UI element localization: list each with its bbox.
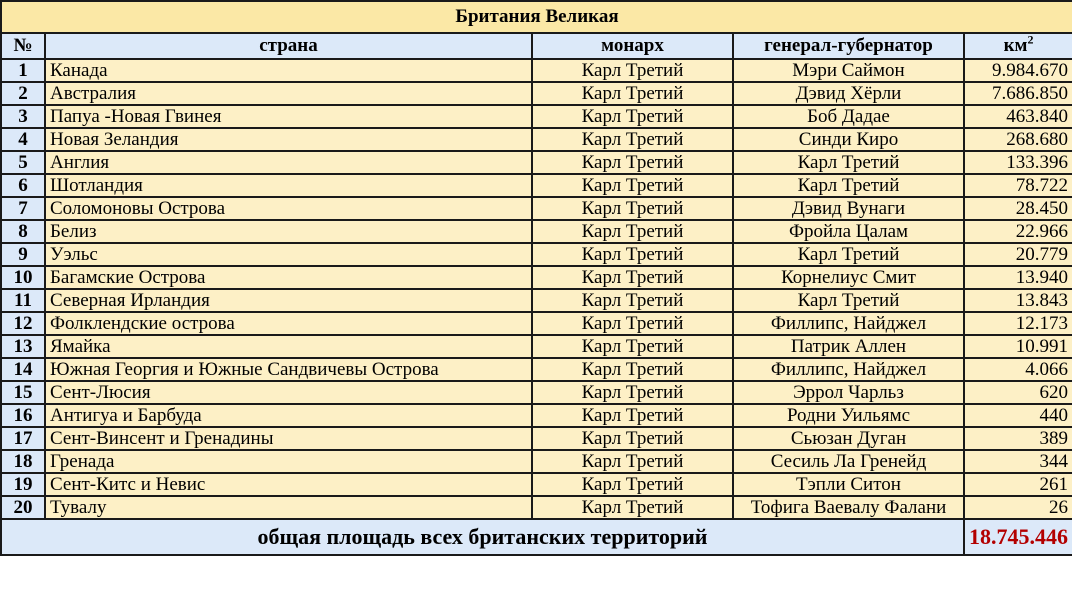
governor-cell: Синди Киро [733, 128, 964, 151]
row-number: 12 [1, 312, 45, 335]
row-number: 8 [1, 220, 45, 243]
monarch-cell: Карл Третий [532, 174, 733, 197]
country-cell: Папуа -Новая Гвинея [45, 105, 532, 128]
row-number: 1 [1, 59, 45, 82]
monarch-cell: Карл Третий [532, 496, 733, 519]
row-number: 4 [1, 128, 45, 151]
row-number: 9 [1, 243, 45, 266]
table-row [1, 128, 1072, 151]
country-cell: Сент-Люсия [45, 381, 532, 404]
area-cell: 133.396 [964, 151, 1072, 174]
country-cell: Фолклендские острова [45, 312, 532, 335]
header-area-unit: км [1003, 35, 1028, 56]
table-row [1, 243, 1072, 266]
area-cell: 4.066 [964, 358, 1072, 381]
row-number: 19 [1, 473, 45, 496]
table-row [1, 82, 1072, 105]
country-cell: Гренада [45, 450, 532, 473]
monarch-cell: Карл Третий [532, 381, 733, 404]
governor-cell: Карл Третий [733, 243, 964, 266]
monarch-cell: Карл Третий [532, 243, 733, 266]
monarch-cell: Карл Третий [532, 450, 733, 473]
country-cell: Уэльс [45, 243, 532, 266]
governor-cell: Корнелиус Смит [733, 266, 964, 289]
country-cell: Антигуа и Барбуда [45, 404, 532, 427]
country-cell: Англия [45, 151, 532, 174]
row-number: 16 [1, 404, 45, 427]
table-row [1, 450, 1072, 473]
monarch-cell: Карл Третий [532, 82, 733, 105]
monarch-cell: Карл Третий [532, 59, 733, 82]
area-cell: 463.840 [964, 105, 1072, 128]
monarch-cell: Карл Третий [532, 404, 733, 427]
monarch-cell: Карл Третий [532, 151, 733, 174]
governor-cell: Тэпли Ситон [733, 473, 964, 496]
area-cell: 440 [964, 404, 1072, 427]
country-cell: Новая Зеландия [45, 128, 532, 151]
row-number: 5 [1, 151, 45, 174]
table-row [1, 427, 1072, 450]
monarch-cell: Карл Третий [532, 473, 733, 496]
monarch-cell: Карл Третий [532, 128, 733, 151]
total-label: общая площадь всех британских территорий [1, 519, 964, 555]
row-number: 2 [1, 82, 45, 105]
row-number: 13 [1, 335, 45, 358]
governor-cell: Дэвид Вунаги [733, 197, 964, 220]
monarch-cell: Карл Третий [532, 266, 733, 289]
header-governor: генерал-губернатор [733, 33, 964, 59]
governor-cell: Карл Третий [733, 174, 964, 197]
table-row [1, 312, 1072, 335]
governor-cell: Карл Третий [733, 289, 964, 312]
row-number: 15 [1, 381, 45, 404]
country-cell: Шотландия [45, 174, 532, 197]
area-cell: 13.940 [964, 266, 1072, 289]
country-cell: Северная Ирландия [45, 289, 532, 312]
row-number: 7 [1, 197, 45, 220]
table-row [1, 174, 1072, 197]
table-row [1, 151, 1072, 174]
monarch-cell: Карл Третий [532, 427, 733, 450]
monarch-cell: Карл Третий [532, 335, 733, 358]
table-row [1, 358, 1072, 381]
area-cell: 78.722 [964, 174, 1072, 197]
area-cell: 9.984.670 [964, 59, 1072, 82]
row-number: 6 [1, 174, 45, 197]
governor-cell: Боб Дадае [733, 105, 964, 128]
table-row [1, 381, 1072, 404]
header-area-sup: 2 [1027, 33, 1034, 47]
monarch-cell: Карл Третий [532, 289, 733, 312]
area-cell: 22.966 [964, 220, 1072, 243]
table-row [1, 266, 1072, 289]
area-cell: 26 [964, 496, 1072, 519]
table-row [1, 473, 1072, 496]
row-number: 10 [1, 266, 45, 289]
header-number: № [1, 33, 45, 59]
country-cell: Южная Георгия и Южные Сандвичевы Острова [45, 358, 532, 381]
row-number: 17 [1, 427, 45, 450]
header-country: страна [45, 33, 532, 59]
total-row [1, 519, 1072, 555]
area-cell: 13.843 [964, 289, 1072, 312]
governor-cell: Сьюзан Дуган [733, 427, 964, 450]
monarch-cell: Карл Третий [532, 358, 733, 381]
row-number: 14 [1, 358, 45, 381]
governor-cell: Тофига Ваевалу Фалани [733, 496, 964, 519]
country-cell: Канада [45, 59, 532, 82]
governor-cell: Мэри Саймон [733, 59, 964, 82]
governor-cell: Филлипс, Найджел [733, 358, 964, 381]
governor-cell: Филлипс, Найджел [733, 312, 964, 335]
country-cell: Австралия [45, 82, 532, 105]
area-cell: 7.686.850 [964, 82, 1072, 105]
country-cell: Сент-Винсент и Гренадины [45, 427, 532, 450]
country-cell: Соломоновы Острова [45, 197, 532, 220]
table-row [1, 335, 1072, 358]
header-monarch: монарх [532, 33, 733, 59]
header-row [1, 33, 1072, 59]
governor-cell: Дэвид Хёрли [733, 82, 964, 105]
row-number: 18 [1, 450, 45, 473]
monarch-cell: Карл Третий [532, 312, 733, 335]
monarch-cell: Карл Третий [532, 197, 733, 220]
area-cell: 12.173 [964, 312, 1072, 335]
title-row [1, 1, 1072, 33]
area-cell: 389 [964, 427, 1072, 450]
governor-cell: Сесиль Ла Гренейд [733, 450, 964, 473]
governor-cell: Фройла Цалам [733, 220, 964, 243]
row-number: 20 [1, 496, 45, 519]
table-row [1, 404, 1072, 427]
monarch-cell: Карл Третий [532, 220, 733, 243]
country-cell: Багамские Острова [45, 266, 532, 289]
governor-cell: Патрик Аллен [733, 335, 964, 358]
area-cell: 10.991 [964, 335, 1072, 358]
area-cell: 28.450 [964, 197, 1072, 220]
country-cell: Сент-Китс и Невис [45, 473, 532, 496]
table-title: Британия Великая [1, 1, 1072, 33]
table-row [1, 105, 1072, 128]
table-row [1, 197, 1072, 220]
row-number: 3 [1, 105, 45, 128]
row-number: 11 [1, 289, 45, 312]
total-value: 18.745.446 [964, 519, 1072, 555]
country-cell: Белиз [45, 220, 532, 243]
area-cell: 344 [964, 450, 1072, 473]
area-cell: 20.779 [964, 243, 1072, 266]
area-cell: 620 [964, 381, 1072, 404]
governor-cell: Родни Уильямс [733, 404, 964, 427]
table-row [1, 59, 1072, 82]
area-cell: 261 [964, 473, 1072, 496]
monarch-cell: Карл Третий [532, 105, 733, 128]
table-row [1, 496, 1072, 519]
country-cell: Тувалу [45, 496, 532, 519]
table-row [1, 289, 1072, 312]
governor-cell: Карл Третий [733, 151, 964, 174]
country-cell: Ямайка [45, 335, 532, 358]
governor-cell: Эррол Чарльз [733, 381, 964, 404]
header-area [964, 33, 1072, 59]
area-cell: 268.680 [964, 128, 1072, 151]
table-row [1, 220, 1072, 243]
